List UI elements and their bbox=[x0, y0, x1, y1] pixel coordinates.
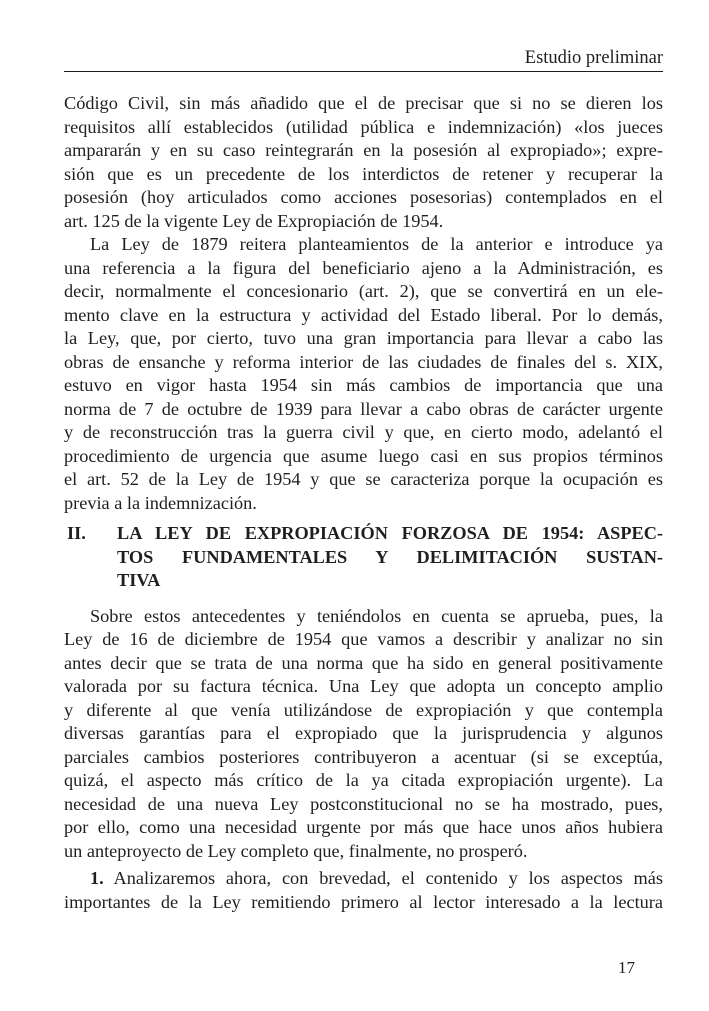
text-line: Ley de 16 de diciembre de 1954 que vamos a describir y analizar no sin bbox=[64, 629, 663, 649]
text-line: posesión (hoy articulados como acciones posesorias) contemplados en el bbox=[64, 187, 663, 207]
text-line: antes decir que se trata de una norma que ha sido en general positivamente bbox=[64, 652, 663, 673]
page-body bbox=[64, 92, 663, 914]
section-heading bbox=[64, 522, 663, 593]
text-line: y de reconstrucción tras la guerra civil y que, en cierto modo, adelantó el bbox=[64, 422, 663, 442]
section-heading-text bbox=[117, 522, 663, 593]
heading-line: TOS FUNDAMENTALES Y DELIMITACIÓN SUSTAN- bbox=[117, 546, 663, 567]
text-line: valorada por su factura técnica. Una Ley que adopta un concepto amplio bbox=[64, 676, 663, 696]
page-number: 17 bbox=[618, 958, 635, 977]
text-line: norma de 7 de octubre de 1939 para llevar a cabo obras de carácter urgente bbox=[64, 398, 663, 419]
text-line: por ello, como una necesidad urgente por más que hace unos años hubiera bbox=[64, 817, 663, 837]
text-line: quizá, el aspecto más crítico de la ya citada expropiación urgente). La bbox=[64, 770, 663, 790]
text-line: procedimiento de urgencia que asume luego casi en sus propios términos bbox=[64, 445, 663, 466]
text-line: art. 125 de la vigente Ley de Expropiación de 1954. bbox=[64, 210, 444, 231]
text-line: previa a la indemnización. bbox=[64, 492, 257, 513]
text-line: parciales cambios posteriores contribuyeron a acentuar (si se exceptúa, bbox=[64, 746, 663, 767]
text-line: Sobre estos antecedentes y teniéndolos en cuenta se aprueba, pues, la bbox=[90, 605, 663, 626]
text-line: la Ley, que, por cierto, tuvo una gran importancia para llevar a cabo las bbox=[64, 328, 663, 348]
text-line: Código Civil, sin más añadido que el de precisar que si no se dieren los bbox=[64, 93, 663, 113]
paragraph bbox=[64, 92, 663, 233]
paragraph-number: 1. bbox=[90, 868, 104, 888]
text-line: estuvo en vigor hasta 1954 sin más cambios de importancia que una bbox=[64, 375, 663, 395]
header-rule bbox=[64, 71, 663, 72]
paragraph bbox=[64, 867, 663, 914]
text-line: necesidad de una nueva Ley postconstitucional no se ha mostrado, pues, bbox=[64, 793, 663, 814]
text-line: un anteproyecto de Ley completo que, finalmente, no prosperó. bbox=[64, 840, 528, 861]
paragraph bbox=[64, 605, 663, 864]
text-line: ampararán y en su caso reintegrarán en la posesión al expropiado»; expre- bbox=[64, 140, 663, 160]
heading-line: LA LEY DE EXPROPIACIÓN FORZOSA DE 1954: ASPEC- bbox=[117, 523, 663, 543]
text-line: mento clave en la estructura y actividad del Estado liberal. Por lo demás, bbox=[64, 304, 663, 325]
text-line: importantes de la Ley remitiendo primero al lector interesado a la lectura bbox=[64, 891, 663, 912]
text-line: La Ley de 1879 reitera planteamientos de la anterior e introduce ya bbox=[90, 234, 663, 254]
paragraph bbox=[64, 233, 663, 515]
text-line: sión que es un precedente de los interdictos de retener y recuperar la bbox=[64, 163, 663, 184]
text-line: 1. Analizaremos ahora, con brevedad, el contenido y los aspectos más bbox=[90, 868, 663, 888]
text-line: decir, normalmente el concesionario (art. 2), que se convertirá en un ele- bbox=[64, 281, 663, 301]
text-line: y diferente al que venía utilizándose de expropiación y que contempla bbox=[64, 699, 663, 720]
text-line: obras de ensanche y reforma interior de las ciudades de finales del s. XIX, bbox=[64, 351, 663, 372]
text-line: una referencia a la figura del beneficiario ajeno a la Administración, es bbox=[64, 257, 663, 278]
text-line: diversas garantías para el expropiado que la jurisprudencia y algunos bbox=[64, 723, 663, 743]
text-line: el art. 52 de la Ley de 1954 y que se caracteriza porque la ocupación es bbox=[64, 469, 663, 489]
running-header-title: Estudio preliminar bbox=[524, 48, 663, 68]
section-heading-number: II. bbox=[67, 523, 86, 543]
text-line: requisitos allí establecidos (utilidad pública e indemnización) «los jueces bbox=[64, 116, 663, 137]
running-header bbox=[64, 48, 663, 72]
heading-line: TIVA bbox=[117, 570, 161, 590]
